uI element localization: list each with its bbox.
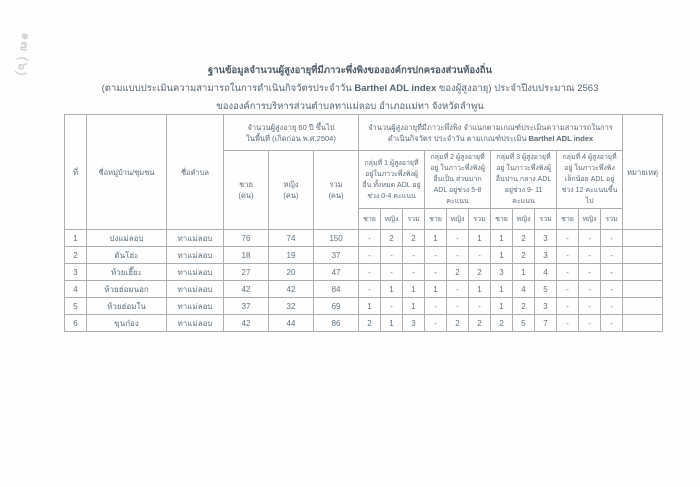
g2-female: 2 — [447, 315, 469, 332]
g4-male: - — [557, 315, 579, 332]
table-row — [65, 264, 663, 281]
g2-female: - — [447, 298, 469, 315]
g3-total: 3 — [535, 247, 557, 264]
male-label: ชาย — [239, 180, 253, 189]
col-header-elderly-60plus — [224, 115, 359, 151]
male-unit: (คน) — [238, 191, 254, 200]
g4-female: - — [579, 298, 601, 315]
g1-female: - — [381, 264, 403, 281]
male-count: 76 — [224, 230, 269, 247]
g3-female: 2 — [513, 230, 535, 247]
g4-female: - — [579, 315, 601, 332]
g4-total: - — [601, 281, 623, 298]
g3-male: 1 — [491, 281, 513, 298]
g2-total: 2 — [469, 315, 491, 332]
female-count: 19 — [269, 247, 314, 264]
group1-total-header: รวม — [403, 209, 425, 230]
g1-female: 2 — [381, 230, 403, 247]
col-header-subdistrict: ชื่อตำบล — [167, 115, 224, 230]
group2-total-header: รวม — [469, 209, 491, 230]
table-row — [65, 298, 663, 315]
g1-male: 1 — [359, 298, 381, 315]
female-unit: (คน) — [283, 191, 299, 200]
group4-total-header: รวม — [601, 209, 623, 230]
g2-female: - — [447, 230, 469, 247]
title-line2-barthel: Barthel ADL index — [354, 83, 437, 94]
group2-female-header: หญิง — [447, 209, 469, 230]
subdistrict-name: ทาแม่ลอบ — [167, 230, 224, 247]
g1-total: - — [403, 247, 425, 264]
female-count: 42 — [269, 281, 314, 298]
female-count: 74 — [269, 230, 314, 247]
male-count: 27 — [224, 264, 269, 281]
col-header-no: ที่ — [65, 115, 87, 230]
g3-total: 5 — [535, 281, 557, 298]
total-count: 69 — [314, 298, 359, 315]
g1-total: 3 — [403, 315, 425, 332]
g4-total: - — [601, 230, 623, 247]
table-row — [65, 247, 663, 264]
g3-female: 5 — [513, 315, 535, 332]
g1-female: - — [381, 247, 403, 264]
g2-total: - — [469, 247, 491, 264]
group2-male-header: ชาย — [425, 209, 447, 230]
total-count: 37 — [314, 247, 359, 264]
g4-male: - — [557, 281, 579, 298]
g2-male: - — [425, 247, 447, 264]
g2-total: 1 — [469, 281, 491, 298]
g3-female: 2 — [513, 247, 535, 264]
g1-total: 1 — [403, 281, 425, 298]
g1-male: 2 — [359, 315, 381, 332]
document-titles — [0, 62, 700, 116]
g1-male: - — [359, 230, 381, 247]
g1-total: 2 — [403, 230, 425, 247]
g3-male: 1 — [491, 298, 513, 315]
subdistrict-name: ทาแม่ลอบ — [167, 315, 224, 332]
subdistrict-name: ทาแม่ลอบ — [167, 247, 224, 264]
g2-male: 1 — [425, 230, 447, 247]
g2-male: - — [425, 264, 447, 281]
subdistrict-name: ทาแม่ลอบ — [167, 264, 224, 281]
table-row — [65, 315, 663, 332]
g3-female: 1 — [513, 264, 535, 281]
g3-female: 2 — [513, 298, 535, 315]
g3-male: 3 — [491, 264, 513, 281]
g3-total: 7 — [535, 315, 557, 332]
subdistrict-name: ทาแม่ลอบ — [167, 298, 224, 315]
g4-male: - — [557, 298, 579, 315]
g1-female: 1 — [381, 281, 403, 298]
g4-female: - — [579, 281, 601, 298]
group4-male-header: ชาย — [557, 209, 579, 230]
g1-total: - — [403, 264, 425, 281]
col-header-male-count — [224, 151, 269, 230]
village-name: ห้วยฮ่อมใน — [87, 298, 167, 315]
g3-total: 4 — [535, 264, 557, 281]
g3-total: 3 — [535, 298, 557, 315]
g4-total: - — [601, 315, 623, 332]
dependency-header-barthel: Barthel ADL index — [528, 133, 594, 143]
g3-total: 3 — [535, 230, 557, 247]
village-name: ห้วยฮ่อมนอก — [87, 281, 167, 298]
total-count: 86 — [314, 315, 359, 332]
g2-total: 1 — [469, 230, 491, 247]
title-line2-prefix: (ตามแบบประเมินความสามารถในการดำเนินกิจวัตรประจำวัน — [101, 83, 355, 94]
female-count: 20 — [269, 264, 314, 281]
g4-female: - — [579, 264, 601, 281]
group4-female-header: หญิง — [579, 209, 601, 230]
village-name: ปงแม่ลอบ — [87, 230, 167, 247]
col-header-female-count — [269, 151, 314, 230]
g4-male: - — [557, 247, 579, 264]
remark — [623, 247, 663, 264]
total-label: รวม — [329, 180, 343, 189]
col-header-dependency-adl — [359, 115, 623, 151]
group3-female-header: หญิง — [513, 209, 535, 230]
g4-female: - — [579, 247, 601, 264]
group3-male-header: ชาย — [491, 209, 513, 230]
male-count: 42 — [224, 315, 269, 332]
dependency-header-text: จำนวนผู้สูงอายุที่มีภาวะพึ่งพิง จำแนกตามเกณฑ์ประเมินความสามารถในการดำเนินกิจวัตร ประจำวัน ตามเกณฑ์ประเมิน — [368, 122, 613, 143]
male-count: 18 — [224, 247, 269, 264]
remark — [623, 298, 663, 315]
female-count: 32 — [269, 298, 314, 315]
female-label: หญิง — [283, 180, 299, 189]
col-header-group4: กลุ่มที่ 4 ผู้สูงอายุที่อยู่ ในภาวะพึ่งพิง เล็กน้อย ADL อยู่ช่วง 12 คะแนนขึ้นไป — [557, 151, 623, 209]
row-no: 3 — [65, 264, 87, 281]
village-name: ขุนก๋อง — [87, 315, 167, 332]
g2-total: 2 — [469, 264, 491, 281]
g4-total: - — [601, 247, 623, 264]
title-line2-suffix: ของผู้สูงอายุ) ประจำปีงบประมาณ 2563 — [436, 83, 599, 94]
g1-male: - — [359, 281, 381, 298]
female-count: 44 — [269, 315, 314, 332]
row-no: 6 — [65, 315, 87, 332]
g1-total: 1 — [403, 298, 425, 315]
col-header-group3: กลุ่มที่ 3 ผู้สูงอายุที่อยู่ ในภาวะพึ่งพิงผู้อื่นปาน กลาง ADL อยู่ช่วง 9- 11 คะแนน — [491, 151, 557, 209]
elderly-60plus-line2: ในพื้นที่ (เกิดก่อน พ.ศ.2504) — [246, 133, 336, 143]
col-header-total-count — [314, 151, 359, 230]
group3-total-header: รวม — [535, 209, 557, 230]
row-no: 5 — [65, 298, 87, 315]
male-count: 42 — [224, 281, 269, 298]
g2-male: 1 — [425, 281, 447, 298]
row-no: 1 — [65, 230, 87, 247]
table-row — [65, 230, 663, 247]
g3-male: 1 — [491, 247, 513, 264]
col-header-group2: กลุ่มที่ 2 ผู้สูงอายุที่อยู่ ในภาวะพึ่งพิงผู้อื่นเป็น ส่วนมาก ADL อยู่ช่วง 5-8 คะแนน — [425, 151, 491, 209]
g4-male: - — [557, 264, 579, 281]
remark — [623, 230, 663, 247]
g4-total: - — [601, 298, 623, 315]
remark — [623, 264, 663, 281]
remark — [623, 281, 663, 298]
g3-male: 2 — [491, 315, 513, 332]
remark — [623, 315, 663, 332]
g2-male: - — [425, 298, 447, 315]
total-count: 84 — [314, 281, 359, 298]
table-row — [65, 281, 663, 298]
g2-total: - — [469, 298, 491, 315]
group1-female-header: หญิง — [381, 209, 403, 230]
g2-female: - — [447, 281, 469, 298]
g2-female: 2 — [447, 264, 469, 281]
male-count: 37 — [224, 298, 269, 315]
row-no: 2 — [65, 247, 87, 264]
g4-male: - — [557, 230, 579, 247]
g2-male: - — [425, 315, 447, 332]
handwritten-page-annotation: ๑๗ (๖) — [14, 31, 35, 78]
g3-male: 1 — [491, 230, 513, 247]
elderly-60plus-line1: จำนวนผู้สูงอายุ 60 ปี ขึ้นไป — [247, 122, 335, 132]
total-count: 47 — [314, 264, 359, 281]
g1-female: 1 — [381, 315, 403, 332]
col-header-village: ชื่อหมู่บ้าน/ชุมชน — [87, 115, 167, 230]
village-name: ดันโฮ่ะ — [87, 247, 167, 264]
total-count: 150 — [314, 230, 359, 247]
g2-female: - — [447, 247, 469, 264]
col-header-group1: กลุ่มที่ 1 ผู้สูงอายุที่ อยู่ในภาวะพึ่งพิงผู้อื่น ทั้งหมด ADL อยู่ช่วง 0-4 คะแนน — [359, 151, 425, 209]
g4-female: - — [579, 230, 601, 247]
g3-female: 4 — [513, 281, 535, 298]
village-name: ห้วยเฮี๊ยะ — [87, 264, 167, 281]
row-no: 4 — [65, 281, 87, 298]
elderly-dependency-table — [64, 114, 663, 332]
document-title-line1: ฐานข้อมูลจำนวนผู้สูงอายุที่มีภาวะพึ่งพิงขององค์กรปกครองส่วนท้องถิ่น — [207, 65, 492, 76]
group1-male-header: ชาย — [359, 209, 381, 230]
g4-total: - — [601, 264, 623, 281]
g1-male: - — [359, 247, 381, 264]
document-title-line2 — [0, 80, 700, 98]
g1-female: - — [381, 298, 403, 315]
g1-male: - — [359, 264, 381, 281]
col-header-remark: หมายเหตุ — [623, 115, 663, 230]
document-title-line3: ขององค์การบริหารส่วนตำบลทาแม่ลอบ อำเภอแม่ทา จังหวัดลำพูน — [216, 101, 484, 112]
subdistrict-name: ทาแม่ลอบ — [167, 281, 224, 298]
total-unit: (คน) — [328, 191, 344, 200]
